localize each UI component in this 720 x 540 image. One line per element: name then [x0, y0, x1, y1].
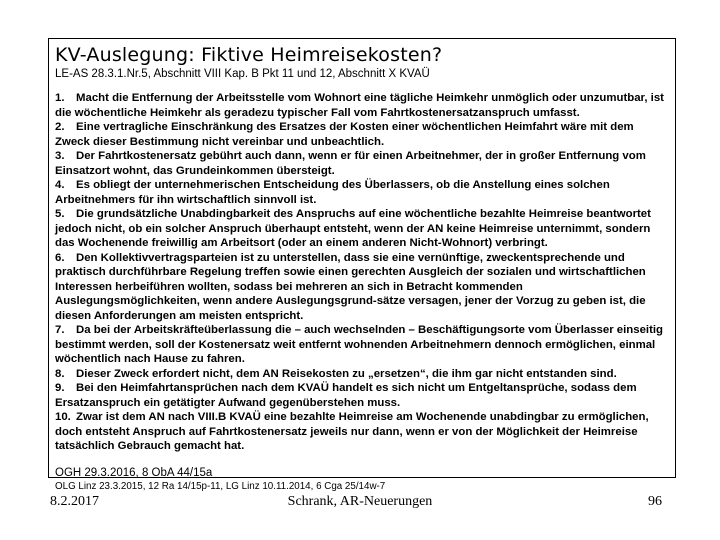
list-item [55, 91, 669, 120]
numbered-list [55, 91, 669, 454]
item-number: 10. [55, 411, 71, 423]
item-number: 6. [55, 251, 65, 264]
list-item [55, 251, 669, 324]
list-item [55, 120, 669, 149]
item-number: 8. [55, 367, 65, 380]
item-number: 2. [55, 121, 65, 133]
footer-date: 8.2.2017 [50, 494, 99, 509]
slide-subtitle: LE-AS 28.3.1.Nr.5, Abschnitt VIII Kap. B Pkt 11 und 12, Abschnitt X KVAÜ [55, 68, 430, 80]
item-number: 1. [55, 92, 65, 104]
list-item [55, 149, 669, 178]
item-text: Die grundsätzliche Unabdingbarkeit des Anspruchs auf eine wöchentliche bezahlte Heimreise beantwortet jedoch nicht, ob ein solcher Anspruch überhaupt entsteht, wenn der AN keine Heimreise unternimmt, sondern das Wochenende freiwillig am Arbeitsort (oder an einem anderen Nicht-Wohnort) verbringt. [55, 208, 651, 249]
item-number: 4. [55, 179, 65, 191]
item-number: 3. [55, 150, 65, 162]
list-item [55, 178, 669, 207]
item-text: Da bei der Arbeitskräfteüberlassung die – auch wechselnden – Beschäftigungsorte vom Überlasser einseitig bestimmt werden, soll der Kostenersatz weit entfernt wohnenden Arbeitnehmern dennoch ermöglichen, einmal wöchentlich nach Hause zu fahren. [55, 324, 664, 365]
item-number: 5. [55, 208, 65, 220]
footer-page-number: 96 [648, 494, 662, 509]
item-text: Es obliegt der unternehmerischen Entscheidung des Überlassers, ob die Anstellung eines solchen Arbeitnehmers für ihn wirtschaftlich sinnvoll ist. [55, 179, 610, 206]
item-text: Macht die Entfernung der Arbeitsstelle vom Wohnort eine tägliche Heimkehr unmöglich oder unzumutbar, ist die wöchentliche Heimkehr als geradezu typischer Fall vom Fahrtkostenersatzanspruch umfasst. [55, 92, 664, 119]
footer-author: Schrank, AR-Neuerungen [287, 494, 433, 509]
slide-content-box [48, 38, 676, 492]
court-reference: OGH 29.3.2016, 8 ObA 44/15a [55, 466, 213, 479]
list-item [55, 207, 669, 251]
lower-court-reference: OLG Linz 23.3.2015, 12 Ra 14/15p-11, LG Linz 10.11.2014, 6 Cga 25/14w-7 [55, 480, 386, 492]
item-text: Dieser Zweck erfordert nicht, dem AN Reisekosten zu „ersetzen“, die ihm gar nicht entstanden sind. [76, 367, 617, 380]
item-text: Den Kollektivvertragsparteien ist zu unterstellen, dass sie eine vernünftige, zweckentsprechende und praktisch durchführbare Regelung treffen sowie einen gerechten Ausgleich der sozialen und wirtschaftlichen Interessen herbeiführen wollten, sodass bei mehreren an sich in Betracht kommenden Auslegungsmöglichkeiten, wenn andere Auslegungsgrund-sätze versagen, jener der Vorzug zu geben ist, die diesen Anforderungen am meisten entspricht. [55, 251, 646, 322]
item-number: 9. [55, 382, 65, 394]
item-text: Der Fahrtkostenersatz gebührt auch dann, wenn er für einen Arbeitnehmer, der in großer Entfernung vom Einsatzort wohnt, das Grundeinkommen übersteigt. [55, 150, 646, 177]
item-text: Zwar ist dem AN nach VIII.B KVAÜ eine bezahlte Heimreise am Wochenende unabdingbar zu ermöglichen, doch entsteht Anspruch auf Fahrtkostenersatz jeweils nur dann, wenn er von der Möglichkeit der Heimreise tatsächlich Gebrauch gemacht hat. [55, 411, 649, 452]
item-number: 7. [55, 324, 65, 336]
list-item [55, 410, 669, 454]
list-item [55, 323, 669, 367]
item-text: Eine vertragliche Einschränkung des Ersatzes der Kosten einer wöchentlichen Heimfahrt wäre mit dem Zweck dieser Bestimmung nicht vereinbar und unbeachtlich. [55, 121, 634, 148]
item-text: Bei den Heimfahrtansprüchen nach dem KVAÜ handelt es sich nicht um Entgeltansprüche, sodass dem Ersatzanspruch ein getätigter Aufwand gegenüberstehen muss. [55, 382, 637, 409]
slide-title: KV-Auslegung: Fiktive Heimreisekosten? [55, 44, 443, 66]
list-item [55, 381, 669, 410]
list-item [55, 367, 669, 382]
